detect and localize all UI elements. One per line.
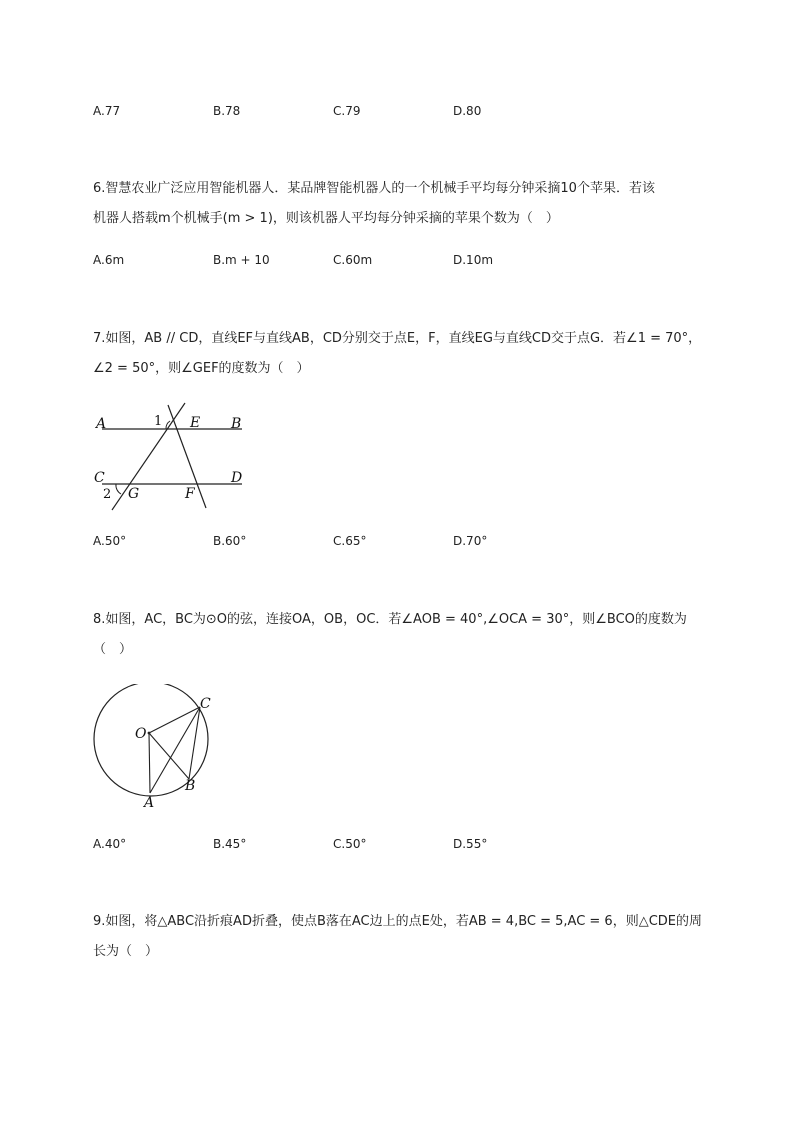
q6-option-b[interactable]: B.m + 10 [213,253,270,267]
q6-line1: 6.智慧农业广泛应用智能机器人．某品牌智能机器人的一个机械手平均每分钟采摘10个苹果．若该 [93,181,655,196]
q8-option-d[interactable]: D.55° [453,837,488,851]
label-b: B [231,416,242,432]
q7-option-b[interactable]: B.60° [213,534,247,548]
q8-option-c[interactable]: C.50° [333,837,367,851]
line-eg [112,403,185,510]
q8-stem [93,605,703,665]
q6-line2: 机器人搭载m个机械手(m > 1)，则该机器人平均每分钟采摘的苹果个数为（ ） [93,211,559,226]
q7-line2: ∠2 = 50°，则∠GEF的度数为（ ） [93,361,310,376]
label-a: A [96,416,107,432]
q9-stem [93,907,703,967]
q5-option-d[interactable]: D.80 [453,104,482,118]
label-f: F [185,486,195,502]
q7-option-a[interactable]: A.50° [93,534,127,548]
label-e: E [190,415,201,431]
q7-option-d[interactable]: D.70° [453,534,488,548]
q8-line1: 8.如图，AC，BC为⊙O的弦，连接OA，OB，OC．若∠AOB = 40°,∠OCA = 30°，则∠BCO的度数为 [93,612,687,627]
q8-option-b[interactable]: B.45° [213,837,247,851]
q6-stem [93,174,703,234]
q8-line2: （ ） [93,642,133,657]
label-c: C [94,470,105,486]
q7-options [93,534,713,554]
q6-options [93,253,713,273]
angle-2-arc [116,484,121,494]
segment-bc [189,707,200,779]
q9-line1: 9.如图，将△ABC沿折痕AD折叠，使点B落在AC边上的点E处，若AB = 4,BC = 5,AC = 6，则△CDE的周 [93,914,703,929]
q5-option-c[interactable]: C.79 [333,104,361,118]
q7-stem [93,324,703,384]
label-b: B [185,778,196,794]
point-o [148,732,151,735]
q9-line2: 长为（ ） [93,944,159,959]
q5-option-b[interactable]: B.78 [213,104,241,118]
label-o: O [135,726,147,742]
q6-option-a[interactable]: A.6m [93,253,125,267]
q5-options [93,104,713,124]
q7-line1: 7.如图，AB // CD，直线EF与直线AB，CD分别交于点E，F，直线EG与直线CD交于点G．若∠1 = 70°， [93,331,702,346]
label-c: C [200,696,211,712]
label-d: D [231,470,243,486]
segment-ob [149,733,189,779]
q7-option-c[interactable]: C.65° [333,534,367,548]
label-g: G [128,486,140,502]
q8-options [93,837,713,857]
q5-option-a[interactable]: A.77 [93,104,121,118]
q8-option-a[interactable]: A.40° [93,837,127,851]
q6-option-c[interactable]: C.60m [333,253,373,267]
label-angle-2: 2 [103,487,112,502]
label-a: A [144,795,155,810]
q8-figure [88,684,218,810]
label-angle-1: 1 [154,414,163,429]
q6-option-d[interactable]: D.10m [453,253,494,267]
q7-figure [90,398,260,513]
segment-oa [149,733,150,793]
